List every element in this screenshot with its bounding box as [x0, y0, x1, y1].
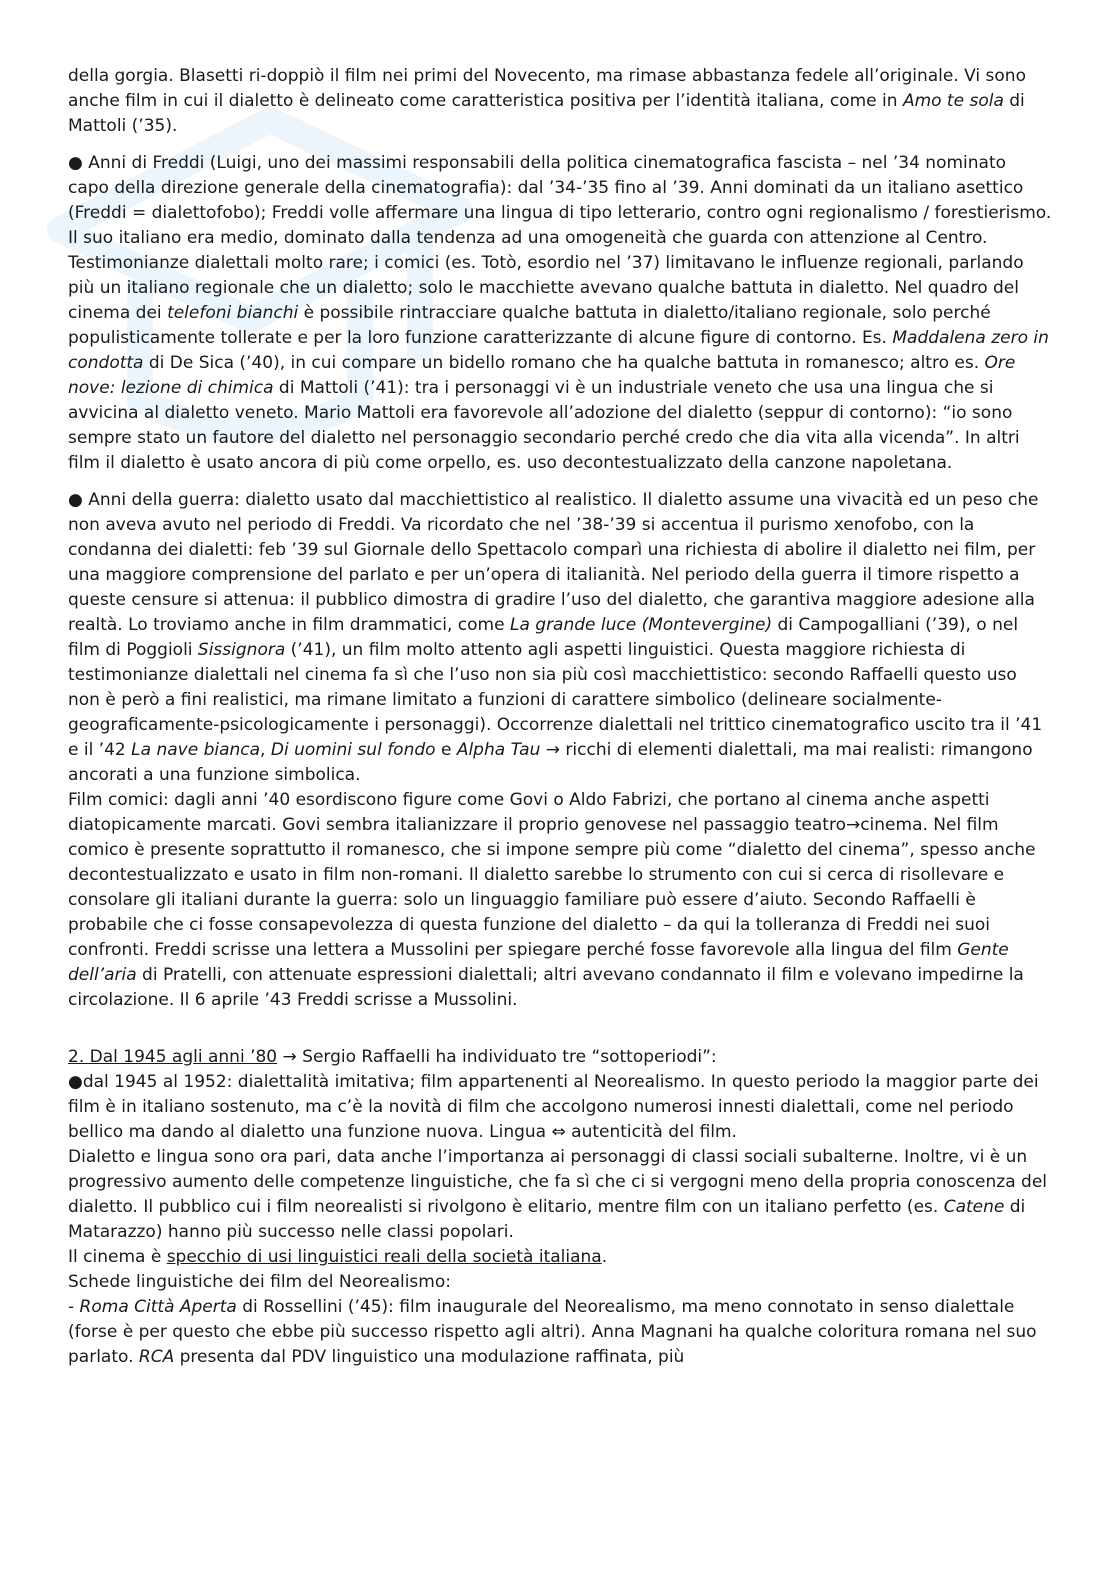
italic-title: RCA: [138, 1347, 175, 1367]
text-run: -: [68, 1297, 80, 1317]
paragraph: [68, 1145, 1052, 1245]
paragraph: [68, 1045, 1052, 1070]
text-run: → ricchi di elementi dialettali, ma mai realisti: rimangono ancorati a una funzione simbolica.: [68, 740, 1033, 785]
italic-title: Ore nove: lezione di chimica: [68, 353, 1016, 398]
text-run: (’41), un film molto attento agli aspetti linguistici. Questa maggiore richiesta di testimonianze dialettali nel cinema fa sì che l’uso non sia più così macchiettistico: secondo Raffaelli questo uso non è però a fini realistici, ma rimane limitato a funzioni di carattere simbolico (delineare socialmente-geograficamente-psicologicamente i personaggi). Occorrenze dialettali nel trittico cinematografico uscito tra il ’41 e il ’42: [68, 640, 1043, 760]
paragraph: [68, 788, 1052, 1013]
paragraph: [68, 488, 1052, 788]
text-run: di Rossellini (’45): film inaugurale del Neorealismo, ma meno connotato in senso dialettale (forse è per questo che ebbe più successo rispetto agli altri). Anna Magnani ha qualche coloritura romana nel suo parlato.: [68, 1297, 1037, 1367]
text-run: di Matarazzo) hanno più successo nelle classi popolari.: [68, 1197, 1026, 1242]
italic-title: telefoni bianchi: [167, 303, 299, 323]
italic-title: Sissignora: [197, 640, 286, 660]
text-run: Film comici: dagli anni ’40 esordiscono figure come Govi o Aldo Fabrizi, che portano al cinema anche aspetti diatopicamente marcati. Govi sembra italianizzare il proprio genovese nel passaggio teatro→cinema. Nel film comico è presente soprattutto il romanesco, che si impone sempre più come “dialetto del cinema”, spesso anche decontestualizzato e usato in film non-romani. Il dialetto sarebbe lo strumento con cui si cerca di risollevare e consolare gli italiani durante la guerra: solo un linguaggio familiare può essere d’aiuto. Secondo Raffaelli è probabile che ci fosse consapevolezza di questa funzione del dialetto – da qui la tolleranza di Freddi nei suoi confronti. Freddi scrisse una lettera a Mussolini per spiegare perché fosse favorevole alla lingua del film: [68, 790, 1036, 960]
italic-title: La nave bianca: [131, 740, 261, 760]
text-run: ●dal 1945 al 1952: dialettalità imitativa; film appartenenti al Neorealismo. In questo periodo la maggior parte dei film è in italiano sostenuto, ma c’è la novità di film che accolgono numerosi innesti dialettali, come nel periodo bellico ma dando al dialetto una funzione nuova. Lingua ⇔ autenticità del film.: [68, 1072, 1039, 1142]
italic-title: Gente dell’aria: [68, 940, 1009, 985]
italic-title: Amo te sola: [902, 91, 1004, 111]
text-run: di Mattoli (’35).: [68, 91, 1025, 136]
text-run: della gorgia. Blasetti ri-doppiò il film nei primi del Novecento, ma rimase abbastanza fedele all’originale. Vi sono anche film in cui il dialetto è delineato come caratteristica positiva per l’identità italiana, come in: [68, 66, 1026, 111]
italic-title: Alpha Tau: [456, 740, 541, 760]
paragraph: [68, 151, 1052, 476]
paragraph: [68, 1070, 1052, 1145]
italic-title: Di uomini sul fondo: [270, 740, 436, 760]
italic-title: La grande luce (Montevergine): [509, 615, 773, 635]
text-run: di Campogalliani (’39), o nel film di Poggioli: [68, 615, 1019, 660]
text-run: .: [601, 1247, 608, 1267]
text-run: Schede linguistiche dei film del Neorealismo:: [68, 1272, 451, 1292]
paragraph: [68, 1270, 1052, 1295]
text-run: di Pratelli, con attenuate espressioni dialettali; altri avevano condannato il film e volevano impedirne la circolazione. Il 6 aprile ’43 Freddi scrisse a Mussolini.: [68, 965, 1024, 1010]
italic-title: Catene: [943, 1197, 1005, 1217]
italic-title: Maddalena zero in condotta: [68, 328, 1049, 373]
text-run: e: [435, 740, 457, 760]
underlined-text: 2. Dal 1945 agli anni ’80: [68, 1047, 278, 1067]
text-run: ,: [260, 740, 271, 760]
underlined-text: specchio di usi linguistici reali della società italiana: [166, 1247, 602, 1267]
text-run: Il cinema è: [68, 1247, 167, 1267]
text-run: ● Anni della guerra: dialetto usato dal macchiettistico al realistico. Il dialetto assume una vivacità ed un peso che non aveva avuto nel periodo di Freddi. Va ricordato che nel ’38-’39 si accentua il purismo xenofobo, con la condanna dei dialetti: feb ’39 sul Giornale dello Spettacolo comparì una richiesta di abolire il dialetto nei film, per una maggiore comprensione del parlato e per un’opera di italianità. Nel periodo della guerra il timore rispetto a queste censure si attenua: il pubblico dimostra di gradire l’uso del dialetto, che garantiva maggiore adesione alla realtà. Lo troviamo anche in film drammatici, come: [68, 490, 1039, 635]
text-run: di De Sica (’40), in cui compare un bidello romano che ha qualche battuta in romanesco; altro es.: [143, 353, 985, 373]
text-run: di Mattoli (’41): tra i personaggi vi è un industriale veneto che usa una lingua che si avvicina al dialetto veneto. Mario Mattoli era favorevole all’adozione del dialetto (seppur di contorno): “io sono sempre stato un fautore del dialetto nel personaggio secondario perché credo che dia vita alla vicenda”. In altri film il dialetto è usato ancora di più come orpello, es. uso decontestualizzato della canzone napoletana.: [68, 378, 1020, 473]
text-run: presenta dal PDV linguistico una modulazione raffinata, più: [174, 1347, 685, 1367]
paragraph: [68, 1245, 1052, 1270]
spacer: [68, 1013, 1052, 1045]
text-run: ● Anni di Freddi (Luigi, uno dei massimi responsabili della politica cinematografica fascista – nel ’34 nominato capo della direzione generale della cinematografia): dal ’34-’35 fino al ’39. Anni dominati da un italiano asettico (Freddi = dialettofobo); Freddi volle affermare una lingua di tipo letterario, contro ogni regionalismo / forestierismo. Il suo italiano era medio, dominato dalla tendenza ad una omogeneità che guarda con attenzione al Centro. Testimonianze dialettali molto rare; i comici (es. Totò, esordio nel ’37) limitavano le influenze regionali, parlando più un italiano regionale che un dialetto; solo le macchiette avevano qualche battuta in dialetto. Nel quadro del cinema dei: [68, 153, 1052, 323]
paragraph: [68, 1295, 1052, 1370]
text-run: Dialetto e lingua sono ora pari, data anche l’importanza ai personaggi di classi sociali subalterne. Inoltre, vi è un progressivo aumento delle competenze linguistiche, che fa sì che ci si vergogni meno della propria conoscenza del dialetto. Il pubblico cui i film neorealisti si rivolgono è elitario, mentre film con un italiano perfetto (es.: [68, 1147, 1048, 1217]
italic-title: Roma Città Aperta: [79, 1297, 237, 1317]
text-run: è possibile rintracciare qualche battuta in dialetto/italiano regionale, solo perché populisticamente tollerate e per la loro funzione caratterizzante di alcune figure di contorno. Es.: [68, 303, 991, 348]
text-run: → Sergio Raffaelli ha individuato tre “sottoperiodi”:: [277, 1047, 717, 1067]
paragraph: [68, 64, 1052, 139]
document-body: [68, 64, 1052, 1370]
